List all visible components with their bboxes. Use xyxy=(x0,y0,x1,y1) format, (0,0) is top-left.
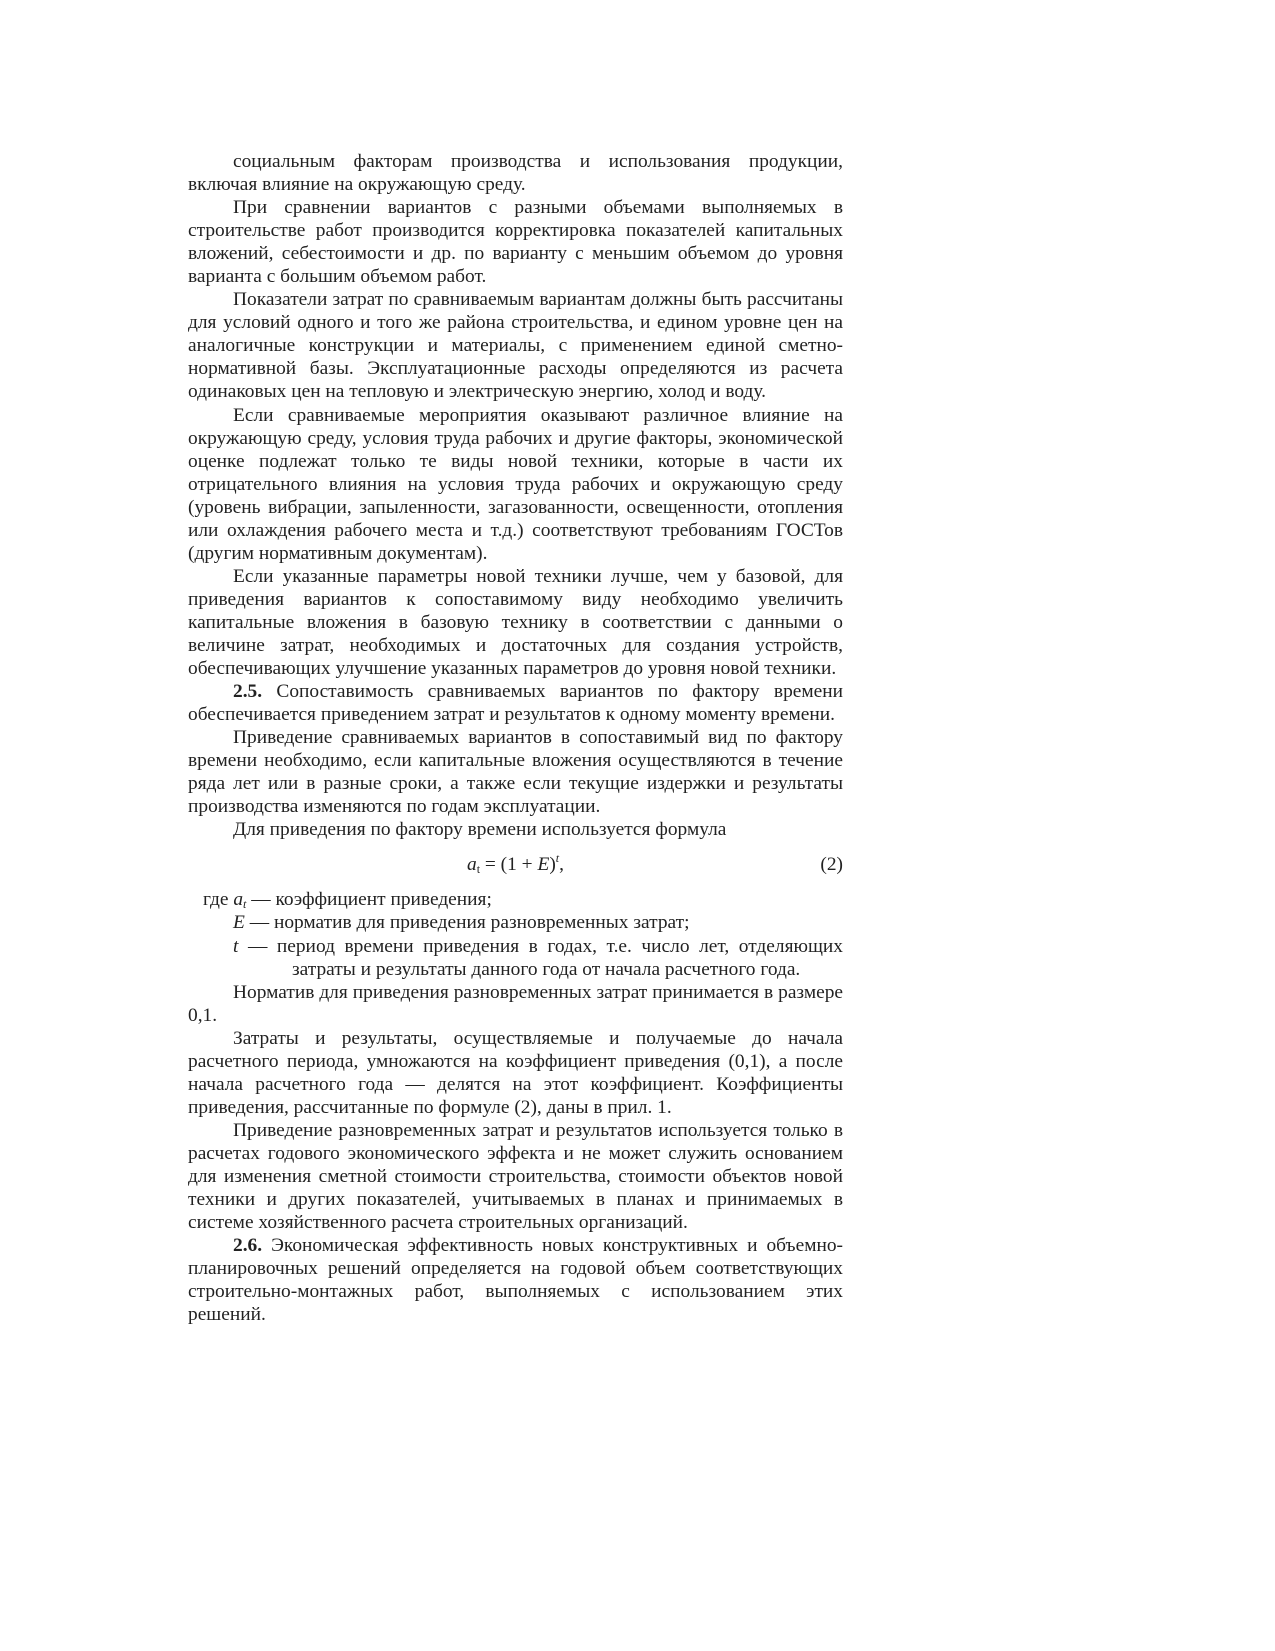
def-symbol-a-sub: t xyxy=(243,897,247,912)
def-symbol-a: a xyxy=(233,889,244,911)
formula-tail: , xyxy=(559,854,564,876)
paragraph: Затраты и результаты, осуществляемые и получаемые до начала расчетного периода, умножаются на коэффициент приведения (0,1), а после начала расчетного года — делятся на этот коэффициент. Коэффициенты приведения, рассчитанные по формуле (2), даны в прил. 1. xyxy=(188,1027,843,1118)
section-text: Сопоставимость сравниваемых вариантов по фактору времени обеспечивается приведением затрат и результатов к одному моменту времени. xyxy=(188,681,843,726)
paragraph: Для приведения по фактору времени используется формула xyxy=(233,819,727,841)
section-number: 2.6. xyxy=(233,1235,263,1257)
section-2-5-paragraph xyxy=(188,680,843,726)
def-symbol-t: t xyxy=(233,935,239,957)
definition-a xyxy=(203,888,843,911)
where-word: где xyxy=(203,889,234,911)
formula-number: (2) xyxy=(820,854,843,876)
formula-middle: = (1 + xyxy=(480,854,538,876)
section-number: 2.5. xyxy=(233,681,263,703)
section-text: Экономическая эффективность новых конструктивных и объемно-планировочных решений определяется на годовой объем соответствующих строительно-монтажных работ, выполняемых с использованием этих решений. xyxy=(188,1235,843,1326)
document-page xyxy=(188,150,843,1326)
paragraph: Норматив для приведения разновременных затрат принимается в размере 0,1. xyxy=(188,981,843,1026)
formula-block xyxy=(188,853,843,876)
def-text-e: — норматив для приведения разновременных затрат; xyxy=(244,912,690,934)
paragraph: социальным факторам производства и использования продукции, включая влияние на окружающую среду. xyxy=(188,151,843,196)
formula-sub-t: t xyxy=(476,862,481,877)
paragraph: Если указанные параметры новой техники лучше, чем у базовой, для приведения вариантов к сопоставимому виду необходимо увеличить капитальные вложения в базовую технику в соответствии с данными о величине затрат, необходимых и достаточных для создания устройств, обеспечивающих улучшение указанных параметров до уровня новой техники. xyxy=(188,565,843,680)
def-text-t: — период времени приведения в годах, т.е. число лет, отделяющих затраты и результаты данного года от начала расчетного года. xyxy=(238,935,843,980)
paragraph: Приведение разновременных затрат и результатов используется только в расчетах годового экономического эффекта и не может служить основанием для изменения сметной стоимости строительства, стоимости объектов новой техники и других показателей, учитываемых в планах и принимаемых в системе хозяйственного расчета строительных организаций. xyxy=(188,1119,843,1234)
formula-var-a: a xyxy=(467,854,477,876)
paragraph: Приведение сравниваемых вариантов в сопоставимый вид по фактору времени необходимо, если капитальные вложения осуществляются в течение ряда лет или в разные сроки, а также если текущие издержки и результаты производства изменяются по годам эксплуатации. xyxy=(188,727,843,818)
formula-sup-t: t xyxy=(555,851,560,866)
definition-t xyxy=(188,935,843,981)
def-text-a: — коэффициент приведения; xyxy=(246,889,492,911)
formula-var-e: E xyxy=(537,854,550,876)
def-symbol-e: E xyxy=(233,912,245,934)
definition-e xyxy=(188,911,843,934)
paragraph: Показатели затрат по сравниваемым вариантам должны быть рассчитаны для условий одного и того же района строительства, и едином уровне цен на аналогичные конструкции и материалы, с применением единой сметно-нормативной базы. Эксплуатационные расходы определяются из расчета одинаковых цен на тепловую и электрическую энергию, холод и воду. xyxy=(188,289,843,403)
formula-close: ) xyxy=(549,854,556,876)
paragraph: Если сравниваемые мероприятия оказывают различное влияние на окружающую среду, условия труда рабочих и другие факторы, экономической оценке подлежат только те виды новой техники, которые в части их отрицательного влияния на условия труда рабочих и окружающую среду (уровень вибрации, запыленности, загазованности, освещенности, отопления или охлаждения рабочего места и т.д.) соответствуют требованиям ГОСТов (другим нормативным документам). xyxy=(188,404,843,564)
paragraph: При сравнении вариантов с разными объемами выполняемых в строительстве работ производится корректировка показателей капитальных вложений, себестоимости и др. по варианту с меньшим объемом до уровня варианта с большим объемом работ. xyxy=(188,197,843,288)
section-2-6-paragraph xyxy=(188,1234,843,1326)
formula-expression xyxy=(188,853,843,876)
